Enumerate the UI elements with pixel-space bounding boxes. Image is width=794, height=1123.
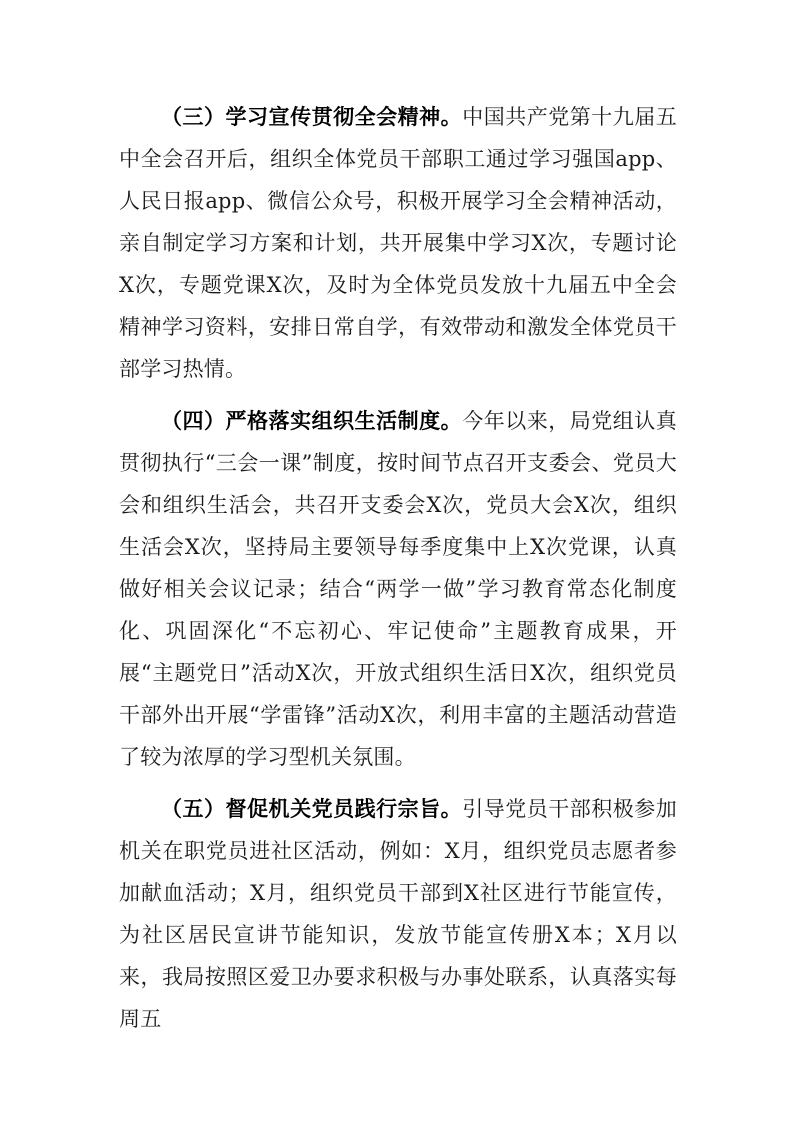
paragraph-study-plenary	[119, 96, 677, 390]
paragraph-organizational-life	[119, 400, 677, 778]
paragraph-party-members-practice	[119, 788, 677, 1040]
paragraph-heading: （四）严格落实组织生活制度。	[161, 408, 463, 433]
paragraph-text: 引导党员干部积极参加机关在职党员进社区活动，例如：X月，组织党员志愿者参加献血活动；X月，组织党员干部到X社区进行节能宣传，为社区居民宣讲节能知识，发放节能宣传册X本；X月以来，我局按照区爱卫办要求积极与办事处联系，认真落实每周五	[119, 797, 677, 1031]
document-body	[119, 96, 677, 1040]
paragraph-text: 今年以来，局党组认真贯彻执行“三会一课”制度，按时间节点召开支委会、党员大会和组织生活会，共召开支委会X次，党员大会X次，组织生活会X次，坚持局主要领导每季度集中上X次党课，认真做好相关会议记录；结合“两学一做”学习教育常态化制度化、巩固深化“不忘初心、牢记使命”主题教育成果，开展“主题党日”活动X次，开放式组织生活日X次，组织党员干部外出开展“学雷锋”活动X次，利用丰富的主题活动营造了较为浓厚的学习型机关氛围。	[119, 409, 677, 769]
paragraph-text: 中国共产党第十九届五中全会召开后，组织全体党员干部职工通过学习强国app、人民日报app、微信公众号，积极开展学习全会精神活动，亲自制定学习方案和计划，共开展集中学习X次，专题讨论X次，专题党课X次，及时为全体党员发放十九届五中全会精神学习资料，安排日常自学，有效带动和激发全体党员干部学习热情。	[119, 105, 677, 381]
paragraph-heading: （五）督促机关党员践行宗旨。	[161, 796, 463, 821]
paragraph-heading: （三）学习宣传贯彻全会精神。	[161, 104, 463, 129]
